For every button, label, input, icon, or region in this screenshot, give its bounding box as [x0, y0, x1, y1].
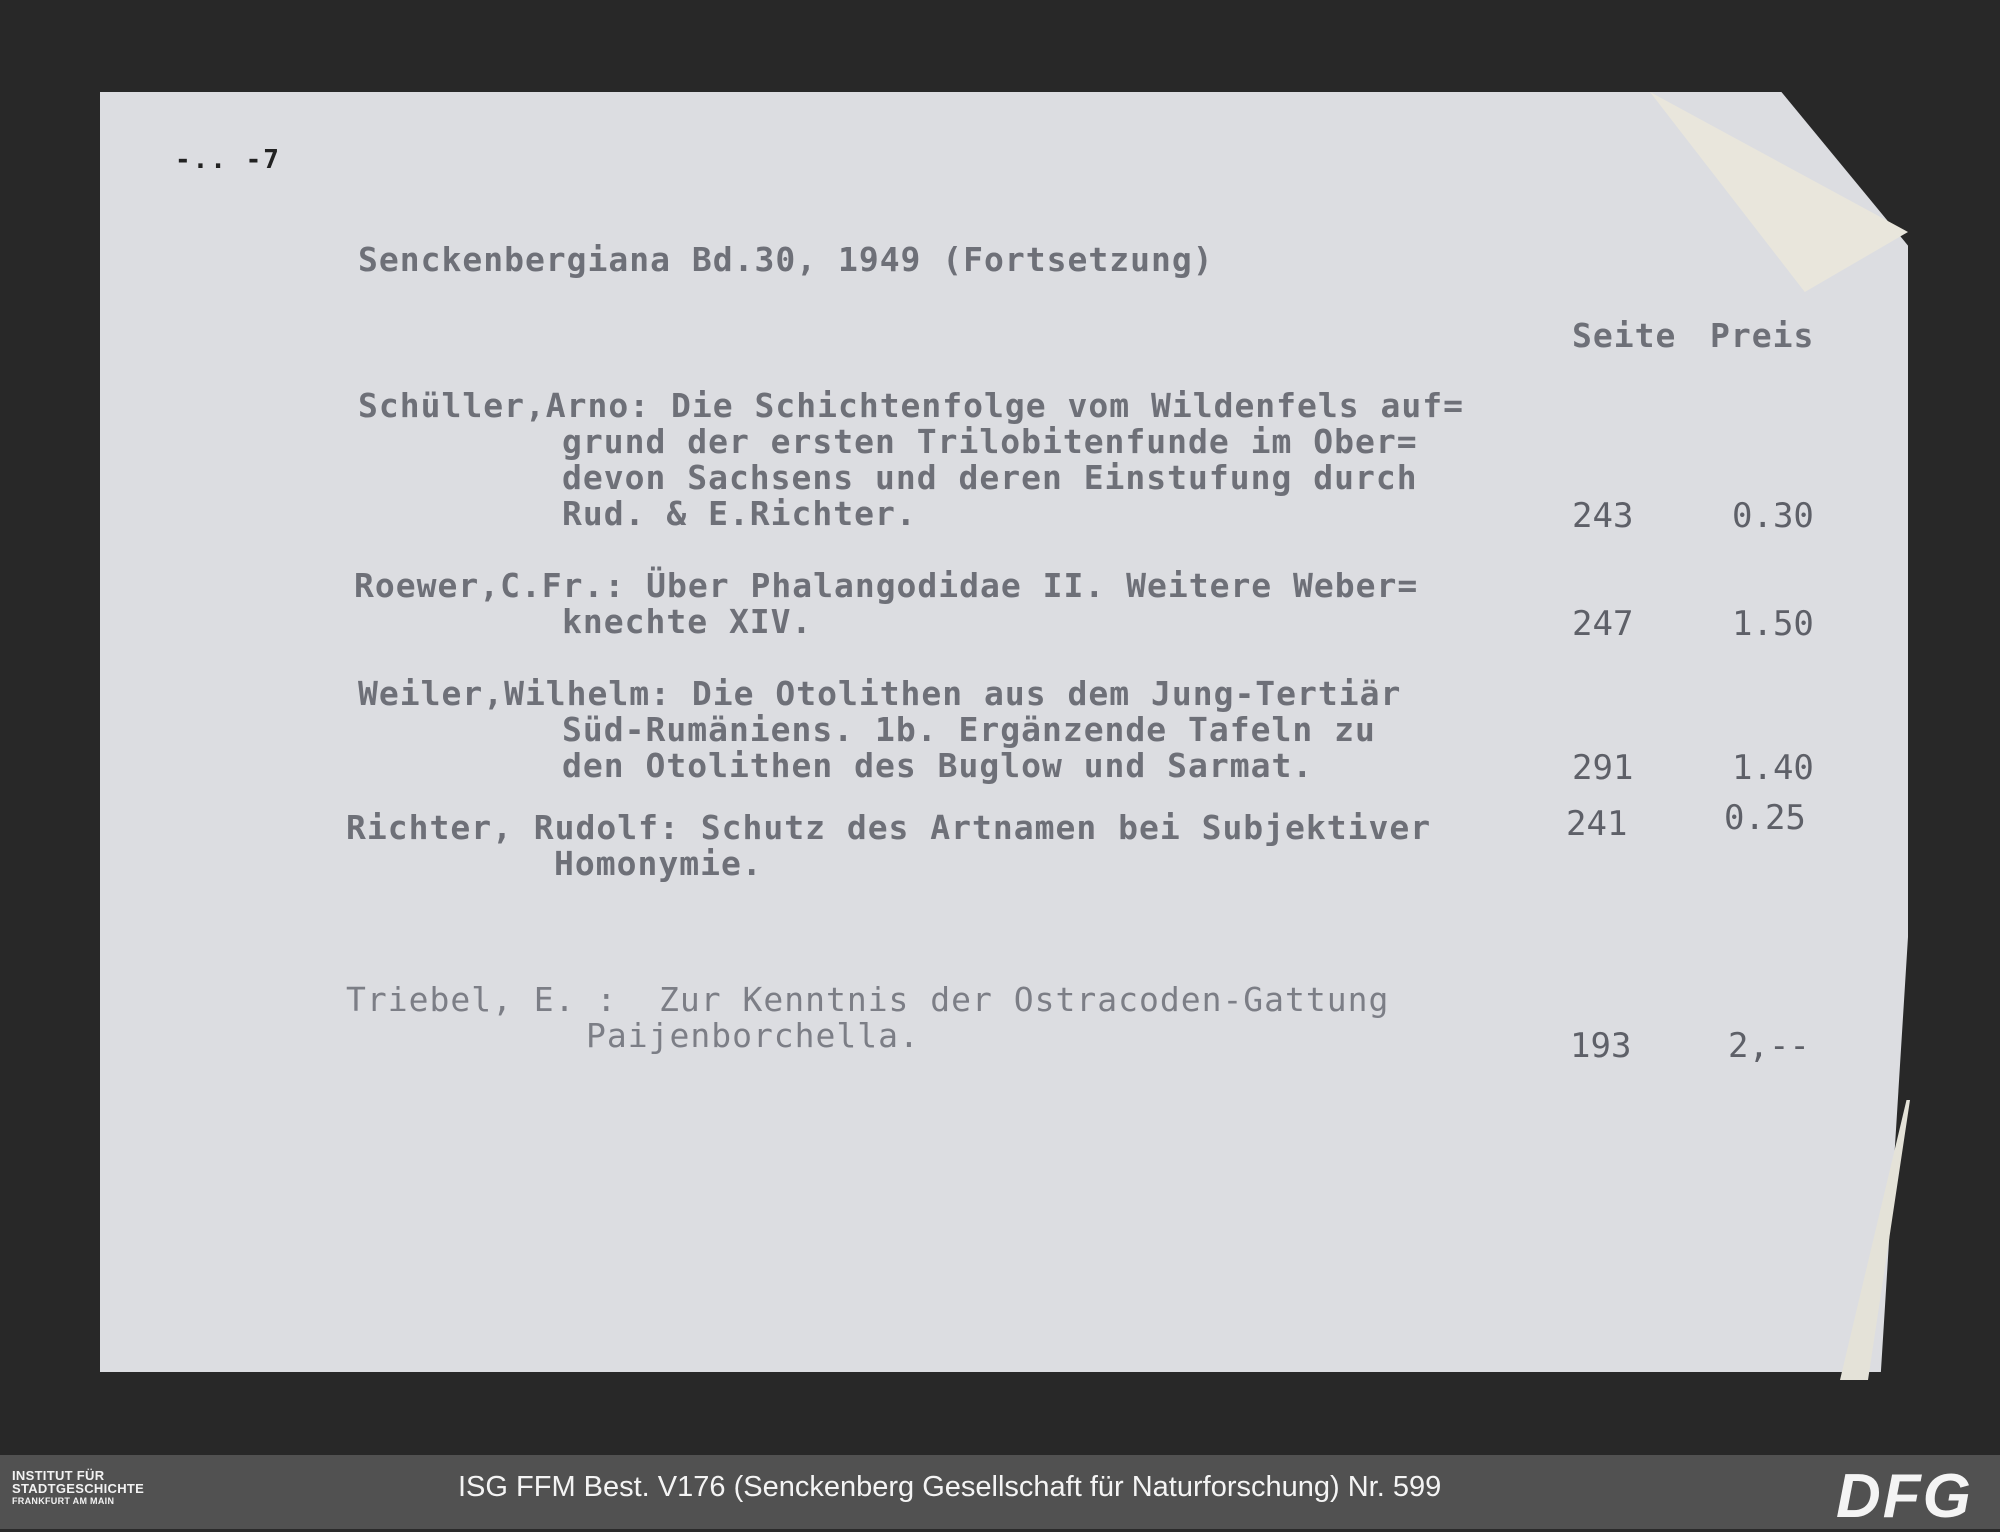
corner-mark: -.. -7 [175, 145, 281, 175]
entry-price: 1.40 [1732, 748, 1814, 788]
entry-page: 247 [1572, 604, 1634, 644]
entry-line: Roewer,C.Fr.: Über Phalangodidae II. Weitere Weber= [354, 566, 1419, 605]
entry-line: Paijenborchella. [586, 1016, 920, 1055]
entry-price: 2,-- [1728, 1026, 1810, 1066]
institute-name-line2: STADTGESCHICHTE [12, 1481, 145, 1496]
entry-line: Süd-Rumäniens. 1b. Ergänzende Tafeln zu [562, 710, 1376, 749]
entry-page: 291 [1572, 748, 1634, 788]
entry-line: Richter, Rudolf: Schutz des Artnamen bei Subjektiver [346, 808, 1432, 847]
institute-location: FRANKFURT AM MAIN [12, 1496, 115, 1506]
column-header-seite: Seite [1572, 316, 1677, 355]
entry-price: 1.50 [1732, 604, 1814, 644]
archive-caption: ISG FFM Best. V176 (Senckenberg Gesellschaft für Naturforschung) Nr. 599 [458, 1471, 1442, 1503]
column-header-preis: Preis [1710, 316, 1815, 355]
archive-footer [0, 1455, 2000, 1529]
document-heading: Senckenbergiana Bd.30, 1949 (Fortsetzung) [358, 240, 1214, 279]
institute-logo [12, 1469, 144, 1508]
institute-name-line1: INSTITUT FÜR [12, 1468, 105, 1483]
entry-price: 0.25 [1724, 798, 1806, 838]
entry-line: Weiler,Wilhelm: Die Otolithen aus dem Jung-Tertiär [358, 674, 1402, 713]
entry-page: 243 [1572, 496, 1634, 536]
entry-line: Homonymie. [554, 844, 763, 883]
entry-line: Rud. & E.Richter. [562, 494, 917, 533]
entry-line: den Otolithen des Buglow und Sarmat. [562, 746, 1314, 785]
dfg-logo: DFG [1836, 1462, 1973, 1531]
entry-page: 241 [1566, 804, 1628, 844]
entry-line: Schüller,Arno: Die Schichtenfolge vom Wildenfels auf= [358, 386, 1464, 425]
entry-line: devon Sachsens und deren Einstufung durch [562, 458, 1418, 497]
entry-line: knechte XIV. [562, 602, 813, 641]
entry-line: Triebel, E. : Zur Kenntnis der Ostracoden-Gattung [346, 980, 1390, 1019]
entry-price: 0.30 [1732, 496, 1814, 536]
entry-line: grund der ersten Trilobitenfunde im Ober= [562, 422, 1418, 461]
entry-page: 193 [1570, 1026, 1632, 1066]
